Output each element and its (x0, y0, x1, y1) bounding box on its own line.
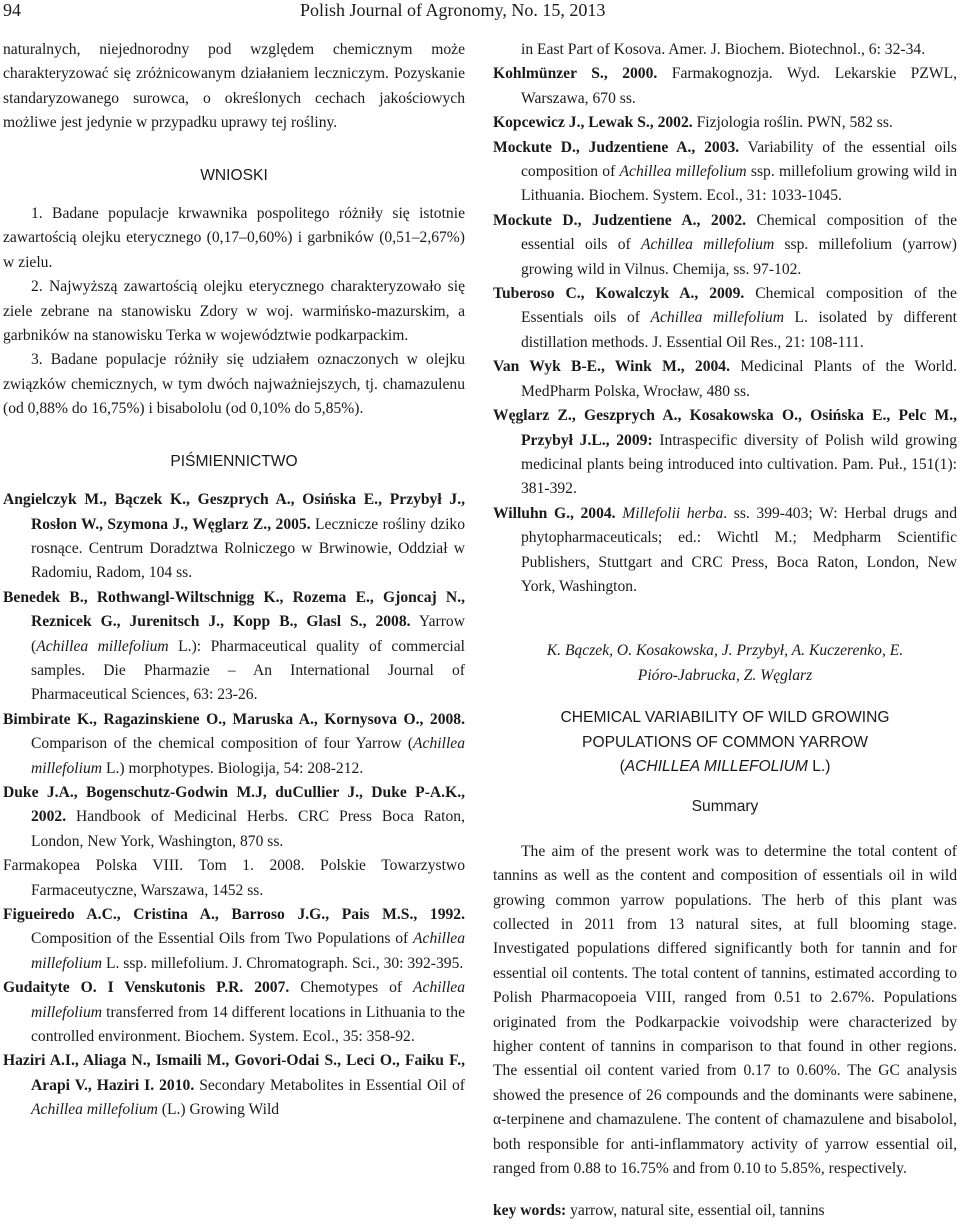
reference-text-end: (L.) Growing Wild (157, 1101, 280, 1119)
reference-item (493, 404, 957, 502)
reference-text: Chemical composition of the essential oils of (521, 211, 957, 254)
reference-authors: Kohlmünzer S., 2000. (493, 65, 658, 83)
left-reference-list (3, 488, 465, 1123)
reference-authors: Gudaityte O. I Venskutonis P.R. 2007. (3, 979, 290, 997)
reference-text: Farmakognozja. Wyd. Lekarskie PZWL, Warszawa, 670 ss. (521, 65, 958, 107)
summary-title-line-1: CHEMICAL VARIABILITY OF WILD GROWING POPULATIONS OF COMMON YARROW (560, 709, 890, 751)
reference-text: Chemotypes of (289, 979, 414, 997)
conclusion-1: 1. Badane populacje krwawnika pospolitego różniły się istotnie zawartością olejku eterycznego (0,17–0,60%) i garbników (0,51–2,67%) w zielu. (3, 205, 465, 271)
reference-item (493, 282, 957, 355)
reference-item (493, 209, 957, 282)
page-header (0, 0, 960, 26)
reference-item (3, 976, 465, 1049)
reference-authors: Mockute D., Judzentiene A., 2002. (493, 211, 747, 229)
keywords-label: key words: (493, 1202, 567, 1220)
reference-authors: Figueiredo A.C., Cristina A., Barroso J.G., Pais M.S., 1992. (3, 906, 465, 923)
reference-authors: Mockute D., Judzentiene A., 2003. (493, 138, 740, 156)
reference-item (3, 708, 465, 781)
keywords-line (493, 1199, 957, 1223)
reference-item (3, 903, 465, 976)
reference-text-end: ssp. millefolium growing wild in Lithuania. Biochem. System. Ecol., 31: 1033-1045. (521, 163, 958, 205)
keywords-text: yarrow, natural site, essential oil, tannins (566, 1202, 825, 1220)
reference-text: Lecznicze rośliny dziko rosnące. Centrum Doradztwa Rolniczego w Brwinowie, Oddział w Radomiu, Radom, 104 ss. (31, 515, 465, 582)
reference-text-end: transferred from 14 different locations in Lithuania to the controlled environment. Biochem. System. Ecol., 35: 358-92. (31, 1003, 465, 1046)
reference-item (493, 136, 957, 209)
reference-italic: Achillea millefolium (31, 1101, 158, 1119)
intro-paragraph: naturalnych, niejednorodny pod względem chemicznym może charakteryzować się zróżnicowanym działaniem leczniczym. Pozyskanie standaryzowanego surowca, o określonych cechach jakościowych możliwe jest jedynie w przypadku uprawy tej rośliny. (3, 41, 465, 132)
references-heading: PIŚMIENNICTWO (170, 452, 298, 470)
reference-text-end: L.) morphotypes. Biologija, 54: 208-212. (102, 759, 364, 777)
reference-text: Yarrow ( (31, 613, 465, 655)
reference-italic: Millefolii herba (622, 504, 724, 522)
summary-authors: K. Bączek, O. Kosakowska, J. Przybył, A. Kuczerenko, E. Pióro-Jabrucka, Z. Węglarz (546, 642, 904, 684)
reference-authors: Kopcewicz J., Lewak S., 2002. (493, 114, 693, 132)
reference-item (3, 488, 465, 586)
reference-text: Chemical composition of the Essentials oils of (521, 285, 957, 327)
reference-text-end: . ss. 399-403; W: Herbal drugs and phytopharmaceuticals; ed.: Wichtl M.; Medpharm Scientific Publishers, Stuttgart and CRC Press, Boca Raton, London, New York, Washington. (521, 504, 957, 595)
summary-title-paren-close: L.) (807, 757, 831, 775)
conclusions-heading: WNIOSKI (200, 166, 268, 184)
page-number: 94 (3, 0, 21, 20)
reference-authors: Tuberoso C., Kowalczyk A., 2009. (493, 285, 745, 303)
reference-authors: Bimbirate K., Ragazinskiene O., Maruska A., Kornysova O., 2008. (3, 710, 465, 728)
conclusion-2: 2. Najwyższą zawartością olejku eterycznego charakteryzowało się ziele zebrane na stanowisku Zdory w woj. warmińsko-mazurskim, a garbników na stanowisku Terka w województwie podkarpackim. (3, 278, 465, 345)
reference-item (3, 1049, 465, 1122)
summary-title (493, 706, 957, 779)
summary-title-paren-open: ( (619, 757, 625, 775)
summary-text: The aim of the present work was to determine the total content of tannins as well as the content and composition of essentials oil in wild growing common yarrow populations. The herb of this plant was collected in 2011 from 13 natural sites, at full blooming stage. Investigated populations differed significantly both for tannin and for essential oil contents. The total content of tannins, estimated according to Polish Pharmacopoeia VIII, ranged from 0.51 to 2.67%. Populations originated from the Podkarpackie voivodship were characterized by higher content of tannins in comparison to that found in other regions. The essential oil content varied from 0.17 to 0.60%. The GC analysis showed the presence of 26 compounds and the dominants were sabinene, α-terpinene and chamazulene. The content of chamazulene and bisabolol, both responsible for anti-inflammatory activity of yarrow essential oil, ranged from 0.88 to 16.75% and from 0.10 to 5.85%, respectively. (493, 842, 957, 1178)
reference-item (3, 586, 465, 708)
reference-item (493, 355, 957, 404)
reference-item (493, 62, 957, 111)
reference-italic: Achillea millefolium (640, 236, 775, 254)
reference-italic: Achillea millefolium (31, 979, 465, 1021)
reference-text-end: L. ssp. millefolium. J. Chromatograph. Sci., 30: 392-395. (102, 954, 464, 972)
reference-text-end: L. isolated by different distillation methods. J. Essential Oil Res., 21: 108-111. (521, 309, 957, 351)
right-column (493, 38, 957, 1224)
reference-text: Fizjologia roślin. PWN, 582 ss. (692, 114, 893, 132)
summary-title-species: ACHILLEA MILLEFOLIUM (624, 757, 808, 775)
right-reference-list (493, 62, 957, 599)
reference-italic: Achillea millefolium (619, 163, 747, 181)
reference-authors: Angielczyk M., Bączek K., Geszprych A., Osińska E., Przybył J., Rosłon W., Szymona J., Węglarz Z., 2005. (3, 491, 465, 533)
reference-authors: Van Wyk B-E., Wink M., 2004. (493, 358, 730, 376)
left-column (3, 38, 465, 1123)
reference-text: Farmakopea Polska VIII. Tom 1. 2008. Polskie Towarzystwo Farmaceutyczne, Warszawa, 1452 ss. (3, 857, 465, 899)
summary-heading: Summary (691, 798, 759, 816)
reference-continuation: in East Part of Kosova. Amer. J. Biochem. Biotechnol., 6: 32-34. (521, 41, 926, 58)
reference-italic: Achillea millefolium (31, 735, 465, 777)
reference-text: Medicinal Plants of the World. MedPharm Polska, Wrocław, 480 ss. (521, 358, 957, 400)
journal-title: Polish Journal of Agronomy, No. 15, 2013 (300, 0, 606, 20)
reference-italic: Achillea millefolium (31, 930, 465, 972)
reference-text: Composition of the Essential Oils from Two Populations of (31, 930, 414, 948)
reference-text: Variability of the essential oils composition of (521, 138, 957, 181)
reference-authors: Haziri A.I., Aliaga N., Ismaili M., Govori-Odai S., Leci O., Faiku F., Arapi V., Haziri I. 2010. (3, 1052, 465, 1094)
reference-authors: Willuhn G., 2004. (493, 504, 616, 522)
reference-italic: Achillea millefolium (36, 637, 169, 655)
reference-text: Handbook of Medicinal Herbs. CRC Press Boca Raton, London, New York, Washington, 870 ss. (31, 808, 465, 850)
reference-item (493, 502, 957, 600)
reference-text: Intraspecific diversity of Polish wild growing medicinal plants being introduced into cultivation. Pam. Puł., 151(1): 381-392. (521, 431, 957, 498)
reference-text-end: L.): Pharmaceutical quality of commercial samples. Die Pharmazie – An International Journal of Pharmaceutical Sciences, 63: 23-26. (31, 637, 466, 704)
reference-text: Secondary Metabolites in Essential Oil of (194, 1076, 465, 1094)
reference-item (3, 854, 465, 903)
reference-text-end: ssp. millefolium (yarrow) growing wild in Vilnus. Chemija, ss. 97-102. (521, 236, 957, 278)
reference-authors: Benedek B., Rothwangl-Wiltschnigg K., Rozema E., Gjoncaj N., Reznicek G., Jurenitsch J., Kopp B., Glasl S., 2008. (3, 588, 465, 631)
reference-item (493, 111, 957, 135)
conclusion-3: 3. Badane populacje różniły się udziałem oznaczonych w olejku związków chemicznych, w tym dwóch najważniejszych, tj. chamazulenu (od 0,88% do 16,75%) i bisabololu (od 0,10% do 5,85%). (3, 351, 465, 418)
reference-item (3, 781, 465, 854)
reference-italic: Achillea millefolium (650, 309, 784, 327)
reference-text: Comparison of the chemical composition of four Yarrow ( (31, 735, 414, 753)
reference-authors: Duke J.A., Bogenschutz-Godwin M.J, duCullier J., Duke P-A.K., 2002. (3, 783, 465, 826)
reference-authors: Węglarz Z., Geszprych A., Kosakowska O., Osińska E., Pelc M., Przybył J.L., 2009: (493, 407, 957, 449)
